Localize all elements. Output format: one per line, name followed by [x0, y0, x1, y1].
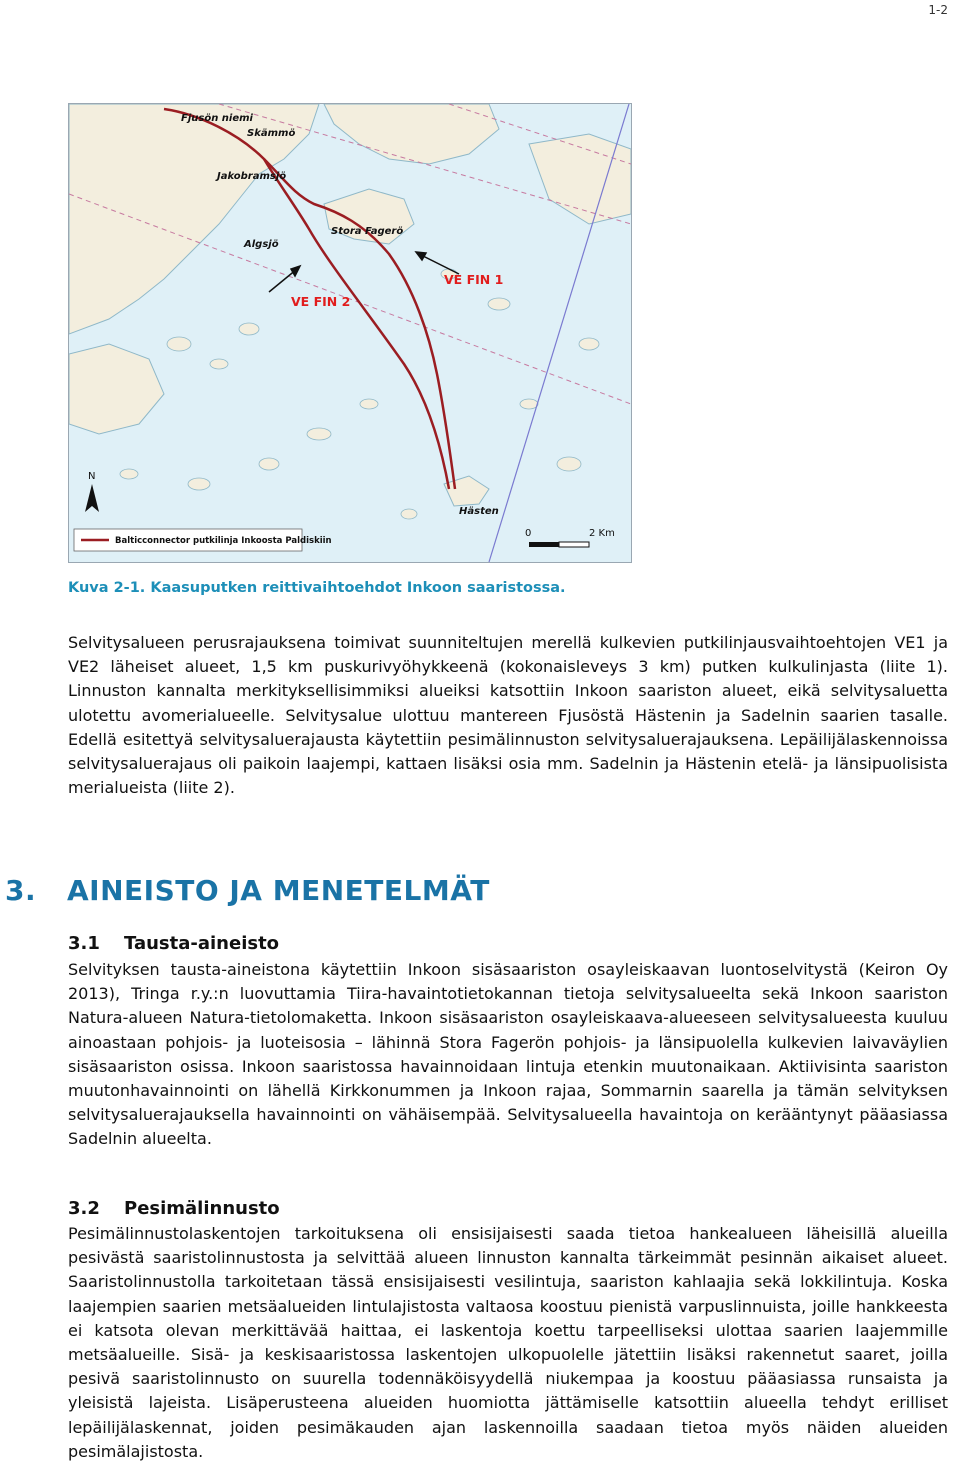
route-map-figure: [68, 103, 632, 563]
figure-caption: Kuva 2-1. Kaasuputken reittivaihtoehdot Inkoon saaristossa.: [68, 580, 566, 596]
page-number: 1-2: [928, 3, 948, 17]
map-label-hasten: Hästen: [459, 506, 499, 517]
subsection-number-3-1: 3.1: [68, 933, 100, 954]
section-heading: [5, 874, 490, 907]
scale-bar: [529, 542, 589, 547]
subsection-title-3-2: Pesimälinnusto: [124, 1198, 280, 1219]
section-number: 3.: [5, 874, 37, 907]
route-label-ve-fin-2: VE FIN 2: [291, 294, 351, 309]
subsection-title-3-1: Tausta-aineisto: [124, 933, 280, 954]
subsection-text-3-1: Selvityksen tausta-aineistona käytettiin Inkoon sisäsaariston osayleiskaavan luontoselvitystä (Keiron Oy 2013), Tringa r.y.:n luovuttamia Tiira-havaintotietokannan tietoja selvitysalueelta sekä Inkoon saariston Natura-alueen Natura-tietolomaketta. Inkoon sisäsaariston osayleiskaava-alueeseen selvitysalueesta kuuluu ainoastaan pohjois- ja luoteisosia – lähinnä Stora Fagerön pohjois- ja länsipuolella kulkevien laivaväylien sisäsaariston osissa. Inkoon saaristossa havainnoidaan lintuja etenkin muutonaikaan. Aktiivisinta saariston muutonhavainnointi on lähellä Kirkkonummen ja Inkoon rajaa, Sommarnin saarella ja tämän selvityksen selvitysaluerajauksella havainnointi on vähäisempää. Selvitysalueella havaintoja on kerääntynyt pääasiassa Sadelnin alueelta.: [68, 960, 948, 1149]
route-label-ve-fin-1: VE FIN 1: [444, 272, 504, 287]
map-label-algsjo: Algsjö: [244, 239, 279, 250]
subsection-heading-3-2: [68, 1198, 280, 1219]
subsection-text-3-2: Pesimälinnustolaskentojen tarkoituksena oli ensisijaisesti saada tietoa hankealueen läheisillä alueilla pesivästä saaristolinnustosta ja selvittää alueen linnuston kannalta tärkeimmät pesinnän aikaiset alueet. Saaristolinnustolla tarkoitetaan tässä ensisijaisesti vesilintuja, saariston kahlaajia sekä lokkilintuja. Koska laajempien saarien metsäalueiden lintulajistosta valtaosa koostuu pienistä varpuslinnuista, joille hankkeesta ei katsota olevan merkittävää haittaa, ei laskentoja koettu tarpeelliseksi ulottaa saarien laajemmille metsäalueille. Sisä- ja keskisaaristossa laskentojen ulkopuolelle jätettiin lisäksi rakennetut saaret, joilla pesivä saaristolinnusto on suurella todennäköisyydellä niukempaa ja koostuu pääasiassa runsaista ja yleisistä lajeista. Lisäperusteena alueiden huomiotta jättämiselle katsottiin alueella tehdyt erilliset lepäilijälaskennat, joiden pesimäkauden ajan laskennoilla saadaan tietoa myös näiden alueiden pesimälajistosta.: [68, 1224, 948, 1461]
map-label-jakobramsjo: Jakobramsjö: [217, 171, 287, 182]
north-label: N: [88, 471, 96, 482]
legend-label: Balticconnector putkilinja Inkoosta Paldiskiin: [115, 536, 332, 546]
map-label-fjuson-niemi: Fjusön niemi: [181, 113, 253, 124]
scale-start-label: 0: [525, 528, 532, 539]
map-label-skammo: Skämmö: [247, 128, 296, 139]
intro-paragraph: Selvitysalueen perusrajauksena toimivat suunniteltujen merellä kulkevien putkilinjausvaihtoehtojen VE1 ja VE2 läheiset alueet, 1,5 km puskurivyöhykkeenä (kokonaisleveys 3 km) putken kulkulinjasta (liite 1). Linnuston kannalta merkityksellisimmiksi alueiksi katsottiin Inkoon saariston alueet, eikä selvitysaluetta ulotettu avomerialueelle. Selvitysalue ulottuu mantereen Fjusöstä Hästenin ja Sadelnin saarien tasalle. Edellä esitettyä selvitysaluerajausta käytettiin pesimälinnuston selvitysaluerajauksena. Lepäilijälaskennoissa selvitysaluerajaus oli paikoin laajempi, kattaen lisäksi osia mm. Sadelnin ja Hästenin etelä- ja länsipuolisista merialueista (liite 2).: [68, 633, 948, 798]
map-label-stora-fagero: Stora Fagerö: [331, 226, 404, 237]
subsection-number-3-2: 3.2: [68, 1198, 100, 1219]
scale-end-label: 2 Km: [589, 528, 615, 539]
subsection-heading-3-1: [68, 933, 279, 954]
route-map: [69, 104, 631, 562]
section-title: AINEISTO JA MENETELMÄT: [67, 874, 490, 907]
